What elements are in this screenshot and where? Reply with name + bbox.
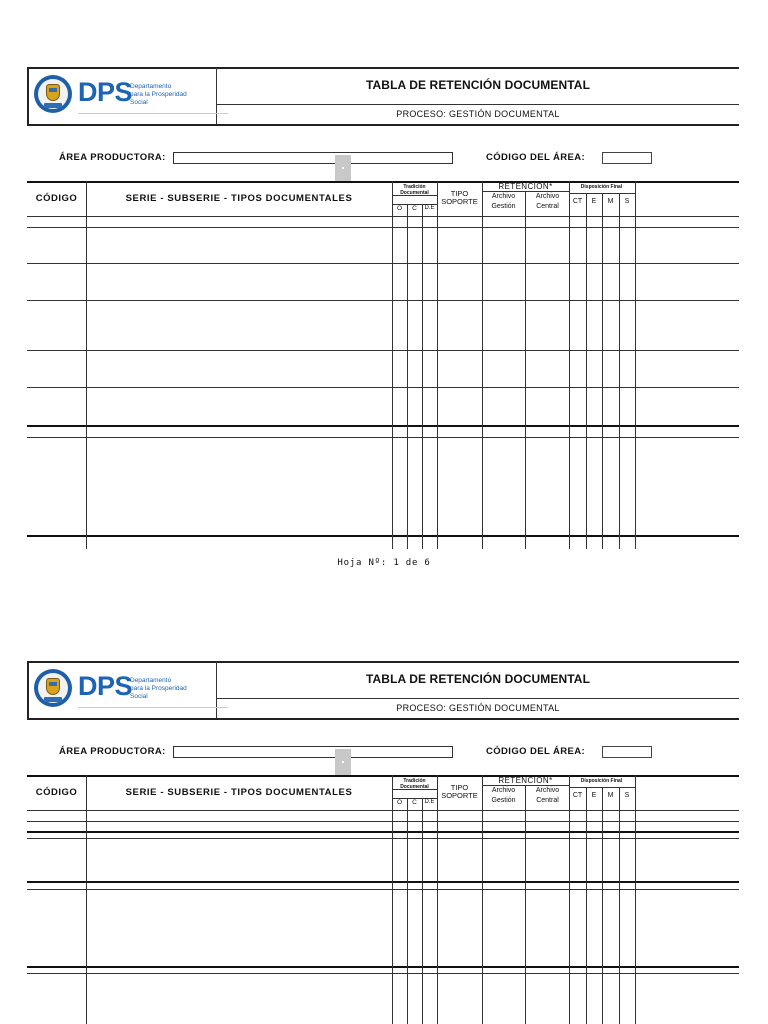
- header-middle-rule: [216, 104, 739, 105]
- scroll-marker: [335, 155, 351, 182]
- dps-logo: [34, 669, 194, 711]
- dps-logo: [34, 75, 194, 117]
- area-productora-field[interactable]: [173, 746, 453, 758]
- col-disposicion-final: Disposición Final: [580, 778, 623, 784]
- logo-underline: [78, 707, 228, 708]
- col-retencion: RETENCIÓN*: [498, 776, 553, 785]
- codigo-area-field[interactable]: [602, 746, 652, 758]
- col-codigo: CÓDIGO: [35, 787, 78, 798]
- header-border-left: [27, 67, 29, 126]
- col-archivo-gestion: Archivo Gestión: [491, 787, 516, 804]
- logo-underline: [78, 113, 228, 114]
- col-tradicion: Tradición Documental: [400, 184, 429, 196]
- col-o: O: [396, 799, 403, 806]
- retention-table: [27, 181, 739, 549]
- coat-of-arms-icon: [34, 669, 72, 707]
- col-codigo: CÓDIGO: [35, 193, 78, 204]
- col-serie: SERIE - SUBSERIE - TIPOS DOCUMENTALES: [125, 787, 353, 798]
- retention-table: [27, 775, 739, 1024]
- codigo-area-label: CÓDIGO DEL ÁREA:: [486, 152, 586, 163]
- page-number: Hoja Nº: 1 de 6: [337, 558, 431, 568]
- codigo-area-label: CÓDIGO DEL ÁREA:: [486, 746, 586, 757]
- process-subtitle: PROCESO: GESTIÓN DOCUMENTAL: [396, 703, 560, 713]
- scroll-marker: [335, 749, 351, 776]
- col-tradicion: Tradición Documental: [400, 778, 429, 790]
- col-serie: SERIE - SUBSERIE - TIPOS DOCUMENTALES: [125, 193, 353, 204]
- col-m: M: [607, 198, 614, 205]
- col-c: C: [412, 205, 417, 212]
- codigo-area-field[interactable]: [602, 152, 652, 164]
- col-e: E: [591, 198, 597, 205]
- header-border-bottom: [27, 718, 739, 720]
- col-m: M: [607, 792, 614, 799]
- col-o: O: [396, 205, 403, 212]
- col-de: D.E: [424, 799, 435, 805]
- area-productora-label: ÁREA PRODUCTORA:: [59, 746, 166, 757]
- col-c: C: [412, 799, 417, 806]
- logo-text: Departamento para la Prosperidad Social: [130, 677, 187, 700]
- col-s: S: [624, 198, 630, 205]
- col-archivo-central: Archivo Central: [535, 193, 560, 210]
- col-disposicion-final: Disposición Final: [580, 184, 623, 190]
- header-middle-rule: [216, 698, 739, 699]
- col-s: S: [624, 792, 630, 799]
- logo-text: Departamento para la Prosperidad Social: [130, 83, 187, 106]
- col-ct: CT: [572, 792, 583, 799]
- logo-acronym: DPS: [78, 671, 133, 701]
- document-title: TABLA DE RETENCIÓN DOCUMENTAL: [366, 672, 590, 686]
- col-e: E: [591, 792, 597, 799]
- document-title: TABLA DE RETENCIÓN DOCUMENTAL: [366, 78, 590, 92]
- process-subtitle: PROCESO: GESTIÓN DOCUMENTAL: [396, 109, 560, 119]
- coat-of-arms-icon: [34, 75, 72, 113]
- col-retencion: RETENCIÓN*: [498, 182, 553, 191]
- col-de: D.E: [424, 205, 435, 211]
- col-tipo-soporte: TIPO SOPORTE: [441, 189, 478, 206]
- header-border-top: [27, 661, 739, 663]
- area-productora-field[interactable]: [173, 152, 453, 164]
- header-border-left: [27, 661, 29, 720]
- col-ct: CT: [572, 198, 583, 205]
- col-archivo-central: Archivo Central: [535, 787, 560, 804]
- col-tipo-soporte: TIPO SOPORTE: [441, 783, 478, 800]
- header-border-bottom: [27, 124, 739, 126]
- area-productora-label: ÁREA PRODUCTORA:: [59, 152, 166, 163]
- col-archivo-gestion: Archivo Gestión: [491, 193, 516, 210]
- logo-acronym: DPS: [78, 77, 133, 107]
- header-border-top: [27, 67, 739, 69]
